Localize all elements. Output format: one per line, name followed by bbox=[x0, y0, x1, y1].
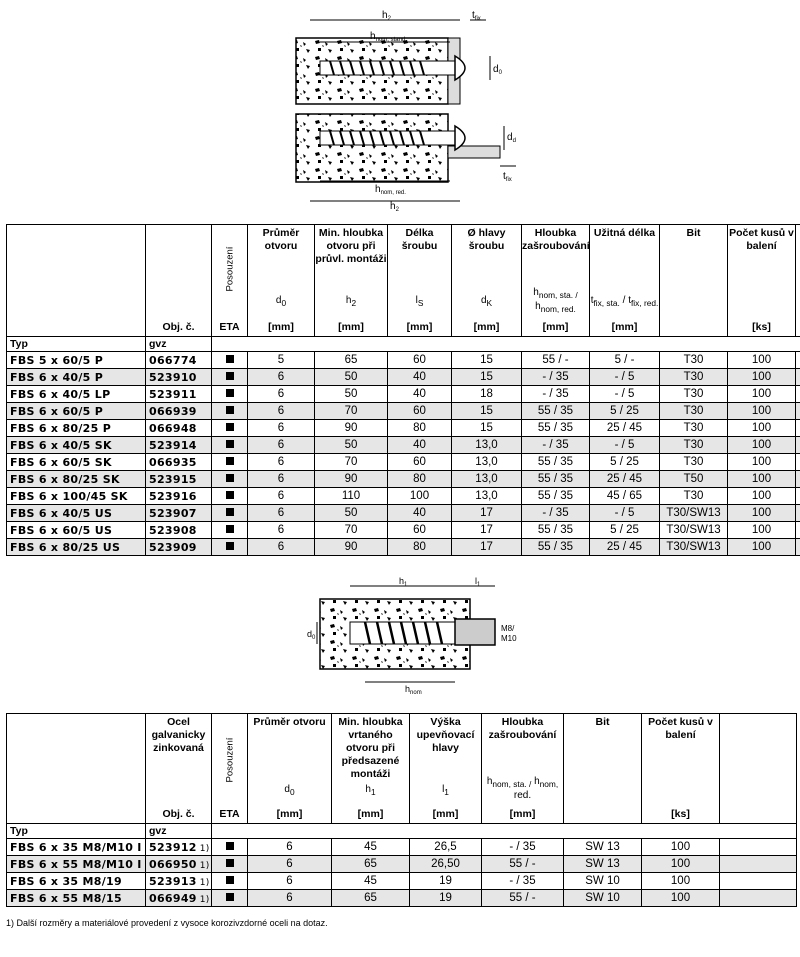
cell-h2: 50 bbox=[315, 386, 388, 403]
header-delka: Délka šroubu $l_S$ [mm] bbox=[388, 225, 452, 337]
eta-mark bbox=[212, 369, 248, 386]
header-uzitna: Užitná délka $t_{fix, sta.} / t_{fix, red.}$ [mm] bbox=[590, 225, 660, 337]
cell-ks: 100 bbox=[728, 454, 796, 471]
table-row bbox=[7, 856, 797, 873]
cell-d0: 6 bbox=[248, 856, 332, 873]
cell-bit: T30/SW13 bbox=[660, 522, 728, 539]
cell-d0: 6 bbox=[248, 839, 332, 856]
cell-h2: 65 bbox=[315, 352, 388, 369]
t2-header-ocel: Ocel galvanicky zinkovaná Obj. č. bbox=[146, 714, 212, 824]
eta-mark bbox=[212, 420, 248, 437]
cell-tfix: 5 / 25 bbox=[590, 522, 660, 539]
cell-tfix: - / 5 bbox=[590, 505, 660, 522]
cell-l1: 19 bbox=[410, 890, 482, 907]
svg-text:h2: $h_2$ bbox=[390, 201, 399, 211]
product-code: 523907 bbox=[146, 505, 212, 522]
product-name: FBS 6 x 40/5 SK bbox=[7, 437, 146, 454]
cell-hnom: 55 / 35 bbox=[522, 539, 590, 556]
empty-cell bbox=[796, 420, 800, 437]
cell-d0: 6 bbox=[248, 890, 332, 907]
cell-dk: 13,0 bbox=[452, 437, 522, 454]
cell-dk: 13,0 bbox=[452, 454, 522, 471]
cell-ls: 60 bbox=[388, 352, 452, 369]
header-blank bbox=[7, 225, 146, 337]
header-pocet: Počet kusů v balení [ks] bbox=[728, 225, 796, 337]
t2-header-prumer: Průměr otvoru $d_0$ [mm] bbox=[248, 714, 332, 824]
eta-square-icon bbox=[226, 893, 234, 901]
t2-gvz-label: gvz bbox=[146, 824, 212, 839]
cell-hnom: 55 / 35 bbox=[522, 420, 590, 437]
anchor-installation-diagram-bottom bbox=[305, 574, 545, 694]
cell-bit: T30 bbox=[660, 488, 728, 505]
cell-bit: SW 13 bbox=[564, 856, 642, 873]
cell-dk: 15 bbox=[452, 403, 522, 420]
cell-h2: 70 bbox=[315, 403, 388, 420]
eta-mark bbox=[212, 839, 248, 856]
table-row bbox=[7, 839, 797, 856]
cell-l1: 26,5 bbox=[410, 839, 482, 856]
eta-square-icon bbox=[226, 474, 234, 482]
empty-cell bbox=[720, 873, 797, 890]
cell-h1: 45 bbox=[332, 873, 410, 890]
cell-bit: T50 bbox=[660, 471, 728, 488]
cell-bit: T30/SW13 bbox=[660, 505, 728, 522]
table-row bbox=[7, 454, 800, 471]
eta-square-icon bbox=[226, 406, 234, 414]
cell-h1: 65 bbox=[332, 890, 410, 907]
empty-cell bbox=[796, 471, 800, 488]
cell-hnom: 55 / 35 bbox=[522, 403, 590, 420]
eta-square-icon bbox=[226, 423, 234, 431]
empty-cell bbox=[796, 505, 800, 522]
cell-d0: 6 bbox=[248, 522, 315, 539]
cell-hnom: 55 / 35 bbox=[522, 522, 590, 539]
svg-text:hnom, red.: $h_{nom, red.}$ bbox=[375, 184, 406, 196]
t2-header-eta: Posouzení ETA bbox=[212, 714, 248, 824]
eta-square-icon bbox=[226, 457, 234, 465]
cell-h1: 45 bbox=[332, 839, 410, 856]
product-code bbox=[146, 839, 212, 856]
svg-text:M10: M10 bbox=[501, 634, 517, 643]
cell-ks: 100 bbox=[728, 403, 796, 420]
cell-ls: 40 bbox=[388, 369, 452, 386]
footnote-ref: 1) bbox=[199, 877, 210, 888]
cell-ks: 100 bbox=[642, 873, 720, 890]
eta-square-icon bbox=[226, 440, 234, 448]
cell-bit: T30 bbox=[660, 386, 728, 403]
table-row bbox=[7, 539, 800, 556]
eta-mark bbox=[212, 352, 248, 369]
cell-hnom: - / 35 bbox=[482, 873, 564, 890]
cell-bit: SW 10 bbox=[564, 873, 642, 890]
cell-ls: 40 bbox=[388, 505, 452, 522]
empty-cell bbox=[796, 539, 800, 556]
cell-bit: T30 bbox=[660, 420, 728, 437]
eta-mark bbox=[212, 890, 248, 907]
cell-hnom: - / 35 bbox=[522, 437, 590, 454]
cell-dk: 13,0 bbox=[452, 471, 522, 488]
table-row bbox=[7, 386, 800, 403]
eta-mark bbox=[212, 386, 248, 403]
product-name: FBS 6 x 60/5 P bbox=[7, 403, 146, 420]
product-name: FBS 6 x 35 M8/19 bbox=[7, 873, 146, 890]
svg-text:M8/: M8/ bbox=[501, 624, 515, 633]
table-row bbox=[7, 369, 800, 386]
typ-row bbox=[7, 337, 800, 352]
cell-dk: 13,0 bbox=[452, 488, 522, 505]
cell-tfix: 25 / 45 bbox=[590, 471, 660, 488]
cell-tfix: - / 5 bbox=[590, 369, 660, 386]
cell-hnom: - / 35 bbox=[522, 386, 590, 403]
header-hloubka: Min. hloubka otvoru při průvl. montáži $h_2$ [mm] bbox=[315, 225, 388, 337]
cell-ls: 100 bbox=[388, 488, 452, 505]
product-table-fbs bbox=[6, 224, 800, 556]
cell-d0: 6 bbox=[248, 420, 315, 437]
product-name: FBS 6 x 40/5 P bbox=[7, 369, 146, 386]
table-row bbox=[7, 890, 797, 907]
footnote: 1) Další rozměry a materiálové provedení z vysoce korozivzdorné oceli na dotaz. bbox=[6, 918, 328, 928]
cell-ks: 100 bbox=[728, 505, 796, 522]
cell-ls: 60 bbox=[388, 522, 452, 539]
table-row bbox=[7, 420, 800, 437]
product-name: FBS 6 x 60/5 SK bbox=[7, 454, 146, 471]
cell-bit: T30 bbox=[660, 454, 728, 471]
eta-square-icon bbox=[226, 525, 234, 533]
eta-mark bbox=[212, 403, 248, 420]
svg-text:dd: $d_d$ bbox=[507, 132, 516, 144]
t2-header-vyska: Výška upevňovací hlavy $l_1$ [mm] bbox=[410, 714, 482, 824]
empty-cell bbox=[796, 522, 800, 539]
product-code: 066774 bbox=[146, 352, 212, 369]
cell-tfix: 25 / 45 bbox=[590, 420, 660, 437]
cell-dk: 17 bbox=[452, 539, 522, 556]
cell-h1: 65 bbox=[332, 856, 410, 873]
svg-text:d0: $d_0$ bbox=[493, 64, 502, 76]
typ-label: Typ bbox=[7, 337, 146, 352]
cell-tfix: - / 5 bbox=[590, 437, 660, 454]
empty-cell bbox=[720, 856, 797, 873]
table-row bbox=[7, 471, 800, 488]
product-name: FBS 6 x 55 M8/15 bbox=[7, 890, 146, 907]
product-table-fbs-m8 bbox=[6, 713, 797, 907]
product-name: FBS 6 x 55 M8/M10 I bbox=[7, 856, 146, 873]
cell-d0: 6 bbox=[248, 505, 315, 522]
eta-mark bbox=[212, 454, 248, 471]
cell-d0: 6 bbox=[248, 369, 315, 386]
cell-dk: 15 bbox=[452, 420, 522, 437]
eta-mark bbox=[212, 471, 248, 488]
eta-square-icon bbox=[226, 876, 234, 884]
cell-bit: T30 bbox=[660, 437, 728, 454]
product-code: 523909 bbox=[146, 539, 212, 556]
cell-tfix: - / 5 bbox=[590, 386, 660, 403]
product-code: 523915 bbox=[146, 471, 212, 488]
cell-dk: 15 bbox=[452, 369, 522, 386]
product-code: 523910 bbox=[146, 369, 212, 386]
eta-mark bbox=[212, 522, 248, 539]
cell-ks: 100 bbox=[728, 420, 796, 437]
eta-square-icon bbox=[226, 389, 234, 397]
table-row bbox=[7, 873, 797, 890]
product-name: FBS 6 x 40/5 LP bbox=[7, 386, 146, 403]
t2-header-blank bbox=[7, 714, 146, 824]
cell-ls: 60 bbox=[388, 403, 452, 420]
cell-hnom: 55 / - bbox=[482, 856, 564, 873]
product-code bbox=[146, 873, 212, 890]
svg-text:hnom: $h_{nom}$ bbox=[405, 684, 422, 694]
eta-square-icon bbox=[226, 491, 234, 499]
cell-ks: 100 bbox=[728, 437, 796, 454]
cell-hnom: 55 / - bbox=[482, 890, 564, 907]
table-row bbox=[7, 522, 800, 539]
cell-dk: 18 bbox=[452, 386, 522, 403]
product-name: FBS 6 x 80/25 SK bbox=[7, 471, 146, 488]
eta-mark bbox=[212, 873, 248, 890]
cell-ks: 100 bbox=[728, 352, 796, 369]
cell-h2: 90 bbox=[315, 471, 388, 488]
product-code bbox=[146, 856, 212, 873]
eta-square-icon bbox=[226, 542, 234, 550]
code-value: 066949 bbox=[149, 891, 197, 905]
footnote-ref: 1) bbox=[199, 860, 210, 871]
product-code: 523908 bbox=[146, 522, 212, 539]
t2-typ-label: Typ bbox=[7, 824, 146, 839]
empty-cell bbox=[796, 437, 800, 454]
cell-h2: 50 bbox=[315, 505, 388, 522]
cell-d0: 5 bbox=[248, 352, 315, 369]
cell-ls: 40 bbox=[388, 437, 452, 454]
svg-text:hnom, stand.: $h_{nom, stand.}$ bbox=[370, 31, 407, 43]
cell-bit: T30 bbox=[660, 403, 728, 420]
svg-text:tfix: $t_{fix}$ bbox=[472, 10, 481, 22]
header-zasroubovani: Hloubka zašroubování $h_{nom, sta. /}$ $h_{nom, red.}$ [mm] bbox=[522, 225, 590, 337]
cell-ls: 60 bbox=[388, 454, 452, 471]
cell-l1: 19 bbox=[410, 873, 482, 890]
cell-ls: 40 bbox=[388, 386, 452, 403]
header-hlavy: Ø hlavy šroubu $d_K$ [mm] bbox=[452, 225, 522, 337]
header-obj: Obj. č. bbox=[146, 225, 212, 337]
product-name: FBS 6 x 100/45 SK bbox=[7, 488, 146, 505]
cell-h2: 90 bbox=[315, 420, 388, 437]
cell-dk: 15 bbox=[452, 352, 522, 369]
table-row bbox=[7, 403, 800, 420]
table-row bbox=[7, 352, 800, 369]
svg-text:l1: $l_1$ bbox=[475, 576, 481, 588]
product-code: 066948 bbox=[146, 420, 212, 437]
cell-d0: 6 bbox=[248, 471, 315, 488]
product-code: 523914 bbox=[146, 437, 212, 454]
cell-tfix: 5 / 25 bbox=[590, 454, 660, 471]
eta-mark bbox=[212, 539, 248, 556]
cell-ks: 100 bbox=[642, 856, 720, 873]
header-prumer: Průměr otvoru $d_0$ [mm] bbox=[248, 225, 315, 337]
empty-cell bbox=[796, 386, 800, 403]
header-eta: Posouzení ETA bbox=[212, 225, 248, 337]
eta-mark bbox=[212, 488, 248, 505]
code-value: 523912 bbox=[149, 840, 197, 854]
product-name: FBS 6 x 60/5 US bbox=[7, 522, 146, 539]
svg-text:h1: $h_1$ bbox=[399, 576, 408, 588]
cell-l1: 26,50 bbox=[410, 856, 482, 873]
empty-cell bbox=[796, 403, 800, 420]
t2-header-extra bbox=[720, 714, 797, 824]
empty-cell bbox=[796, 454, 800, 471]
cell-h2: 90 bbox=[315, 539, 388, 556]
cell-ks: 100 bbox=[728, 488, 796, 505]
eta-mark bbox=[212, 437, 248, 454]
code-value: 066950 bbox=[149, 857, 197, 871]
cell-hnom: - / 35 bbox=[482, 839, 564, 856]
cell-ks: 100 bbox=[728, 386, 796, 403]
t2-header-pocet: Počet kusů v balení [ks] bbox=[642, 714, 720, 824]
eta-mark bbox=[212, 856, 248, 873]
svg-text:tfix: $t_{fix}$ bbox=[503, 171, 512, 183]
cell-hnom: - / 35 bbox=[522, 369, 590, 386]
product-name: FBS 6 x 40/5 US bbox=[7, 505, 146, 522]
svg-text:h2: $h_2$ bbox=[382, 10, 391, 22]
cell-hnom: 55 / 35 bbox=[522, 488, 590, 505]
code-value: 523913 bbox=[149, 874, 197, 888]
header-extra bbox=[796, 225, 800, 337]
cell-d0: 6 bbox=[248, 539, 315, 556]
cell-ks: 100 bbox=[728, 369, 796, 386]
product-name: FBS 6 x 80/25 P bbox=[7, 420, 146, 437]
product-name: FBS 6 x 35 M8/M10 I bbox=[7, 839, 146, 856]
cell-bit: SW 10 bbox=[564, 890, 642, 907]
cell-hnom: 55 / - bbox=[522, 352, 590, 369]
eta-square-icon bbox=[226, 859, 234, 867]
empty-cell bbox=[720, 890, 797, 907]
cell-h2: 50 bbox=[315, 369, 388, 386]
header-bit: Bit bbox=[660, 225, 728, 337]
cell-ks: 100 bbox=[728, 471, 796, 488]
product-code: 066939 bbox=[146, 403, 212, 420]
cell-tfix: 45 / 65 bbox=[590, 488, 660, 505]
cell-hnom: 55 / 35 bbox=[522, 471, 590, 488]
cell-bit: SW 13 bbox=[564, 839, 642, 856]
anchor-installation-diagram-top bbox=[290, 6, 530, 211]
cell-dk: 17 bbox=[452, 522, 522, 539]
eta-square-icon bbox=[226, 355, 234, 363]
cell-ls: 80 bbox=[388, 539, 452, 556]
product-name: FBS 5 x 60/5 P bbox=[7, 352, 146, 369]
t2-header-hloubka: Min. hloubka vrtaného otvoru při předsazené montáži $h_1$ [mm] bbox=[332, 714, 410, 824]
empty-cell bbox=[796, 352, 800, 369]
product-code bbox=[146, 890, 212, 907]
empty-cell bbox=[796, 369, 800, 386]
cell-bit: T30 bbox=[660, 352, 728, 369]
cell-h2: 70 bbox=[315, 522, 388, 539]
cell-bit: T30 bbox=[660, 369, 728, 386]
table-row bbox=[7, 488, 800, 505]
cell-d0: 6 bbox=[248, 873, 332, 890]
eta-mark bbox=[212, 505, 248, 522]
cell-h2: 50 bbox=[315, 437, 388, 454]
cell-d0: 6 bbox=[248, 437, 315, 454]
cell-ks: 100 bbox=[642, 839, 720, 856]
cell-tfix: 5 / - bbox=[590, 352, 660, 369]
empty-cell bbox=[720, 839, 797, 856]
svg-text:d0: $d_0$ bbox=[307, 629, 316, 641]
cell-d0: 6 bbox=[248, 403, 315, 420]
cell-hnom: - / 35 bbox=[522, 505, 590, 522]
table-row bbox=[7, 437, 800, 454]
footnote-ref: 1) bbox=[199, 843, 210, 854]
eta-square-icon bbox=[226, 842, 234, 850]
cell-hnom: 55 / 35 bbox=[522, 454, 590, 471]
gvz-label: gvz bbox=[146, 337, 212, 352]
cell-dk: 17 bbox=[452, 505, 522, 522]
eta-square-icon bbox=[226, 508, 234, 516]
product-name: FBS 6 x 80/25 US bbox=[7, 539, 146, 556]
t2-header-bit: Bit bbox=[564, 714, 642, 824]
table-row bbox=[7, 505, 800, 522]
cell-d0: 6 bbox=[248, 454, 315, 471]
cell-ks: 100 bbox=[728, 522, 796, 539]
t2-header-zasroubovani: Hloubka zašroubování $h_{nom, sta. /}$ $h_{nom,}$ red. [mm] bbox=[482, 714, 564, 824]
cell-h2: 110 bbox=[315, 488, 388, 505]
cell-d0: 6 bbox=[248, 488, 315, 505]
empty-cell bbox=[796, 488, 800, 505]
cell-ks: 100 bbox=[728, 539, 796, 556]
cell-bit: T30/SW13 bbox=[660, 539, 728, 556]
cell-ks: 100 bbox=[642, 890, 720, 907]
product-code: 066935 bbox=[146, 454, 212, 471]
cell-d0: 6 bbox=[248, 386, 315, 403]
product-code: 523916 bbox=[146, 488, 212, 505]
cell-ls: 80 bbox=[388, 420, 452, 437]
cell-h2: 70 bbox=[315, 454, 388, 471]
footnote-ref: 1) bbox=[199, 894, 210, 905]
t2-typ-row bbox=[7, 824, 797, 839]
cell-tfix: 5 / 25 bbox=[590, 403, 660, 420]
cell-ls: 80 bbox=[388, 471, 452, 488]
product-code: 523911 bbox=[146, 386, 212, 403]
eta-square-icon bbox=[226, 372, 234, 380]
cell-tfix: 25 / 45 bbox=[590, 539, 660, 556]
